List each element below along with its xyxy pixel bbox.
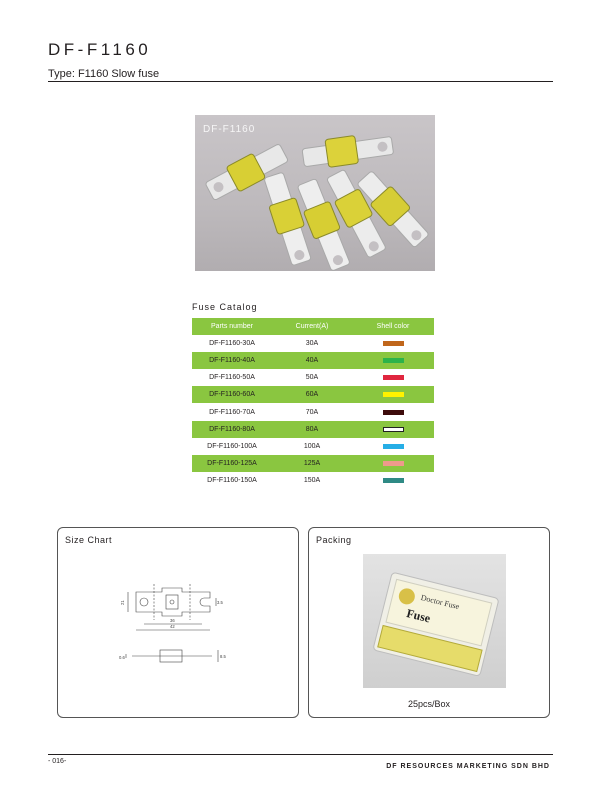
- fuse-box-illustration: [363, 554, 506, 688]
- part-number: DF-F1160-30A: [209, 340, 255, 348]
- dim-small: 3.5: [217, 600, 223, 605]
- current-value: 30A: [305, 340, 319, 348]
- shell-color-swatch: [383, 392, 404, 397]
- dim-width: 21: [120, 600, 125, 605]
- shell-color-swatch: [383, 478, 404, 483]
- size-chart-label: Size Chart: [65, 535, 113, 545]
- catalog-title: Fuse Catalog: [192, 302, 258, 312]
- shell-color-swatch: [383, 358, 404, 363]
- footer-divider: [48, 754, 553, 755]
- table-row: [192, 438, 434, 455]
- table-row: [192, 386, 434, 403]
- packing-caption: 25pcs/Box: [407, 699, 451, 709]
- header-divider: [48, 81, 553, 82]
- table-row: [192, 369, 434, 386]
- table-row: [192, 352, 434, 369]
- table-row: [192, 472, 434, 489]
- shell-color-swatch: [383, 427, 404, 432]
- current-value: 125A: [303, 459, 321, 467]
- page-subtitle: Type: F1160 Slow fuse: [48, 68, 160, 80]
- packing-label: Packing: [316, 535, 352, 545]
- page-number: - 016-: [48, 758, 67, 765]
- part-number: DF-F1160-80A: [209, 425, 255, 433]
- current-value: 80A: [305, 425, 319, 433]
- dim-length: 42: [170, 624, 175, 629]
- part-number: DF-F1160-100A: [207, 442, 257, 450]
- column-header: Shell color: [376, 323, 410, 331]
- table-row: [192, 335, 434, 352]
- part-number: DF-F1160-40A: [209, 357, 255, 365]
- current-value: 40A: [305, 357, 319, 365]
- dim-thickness: 0.6: [119, 655, 125, 660]
- table-row: [192, 455, 434, 472]
- shell-color-swatch: [383, 444, 404, 449]
- part-number: DF-F1160-150A: [207, 476, 257, 484]
- current-value: 100A: [303, 442, 321, 450]
- company-name: DF RESOURCES MARKETING SDN BHD: [386, 763, 550, 770]
- packing-panel: [308, 527, 550, 718]
- current-value: 70A: [305, 408, 319, 416]
- column-header: Current(A): [295, 323, 329, 331]
- fuse-group-illustration: [195, 115, 435, 271]
- table-row: [192, 421, 434, 438]
- box-fuse-text: Fuse: [405, 606, 432, 626]
- shell-color-swatch: [383, 410, 404, 415]
- table-header-row: [192, 318, 434, 335]
- shell-color-swatch: [383, 375, 404, 380]
- shell-color-swatch: [383, 461, 404, 466]
- product-photo: [195, 115, 435, 271]
- size-chart-panel: [57, 527, 299, 718]
- shell-color-swatch: [383, 341, 404, 346]
- part-number: DF-F1160-70A: [209, 408, 255, 416]
- current-value: 150A: [303, 476, 321, 484]
- table-row: [192, 403, 434, 420]
- fuse-catalog-table: [192, 318, 434, 489]
- dim-span: 36: [170, 618, 175, 623]
- dim-height: 8.5: [220, 654, 226, 659]
- packing-photo: [363, 554, 506, 688]
- part-number: DF-F1160-60A: [209, 391, 255, 399]
- current-value: 60A: [305, 391, 319, 399]
- box-brand-text: Doctor Fuse: [419, 592, 461, 612]
- part-number: DF-F1160-50A: [209, 374, 255, 382]
- photo-label: DF-F1160: [203, 124, 256, 135]
- page-title: DF-F1160: [48, 40, 152, 59]
- part-number: DF-F1160-125A: [207, 459, 257, 467]
- column-header: Parts number: [210, 323, 254, 331]
- dimension-drawing: [118, 580, 228, 675]
- current-value: 50A: [305, 374, 319, 382]
